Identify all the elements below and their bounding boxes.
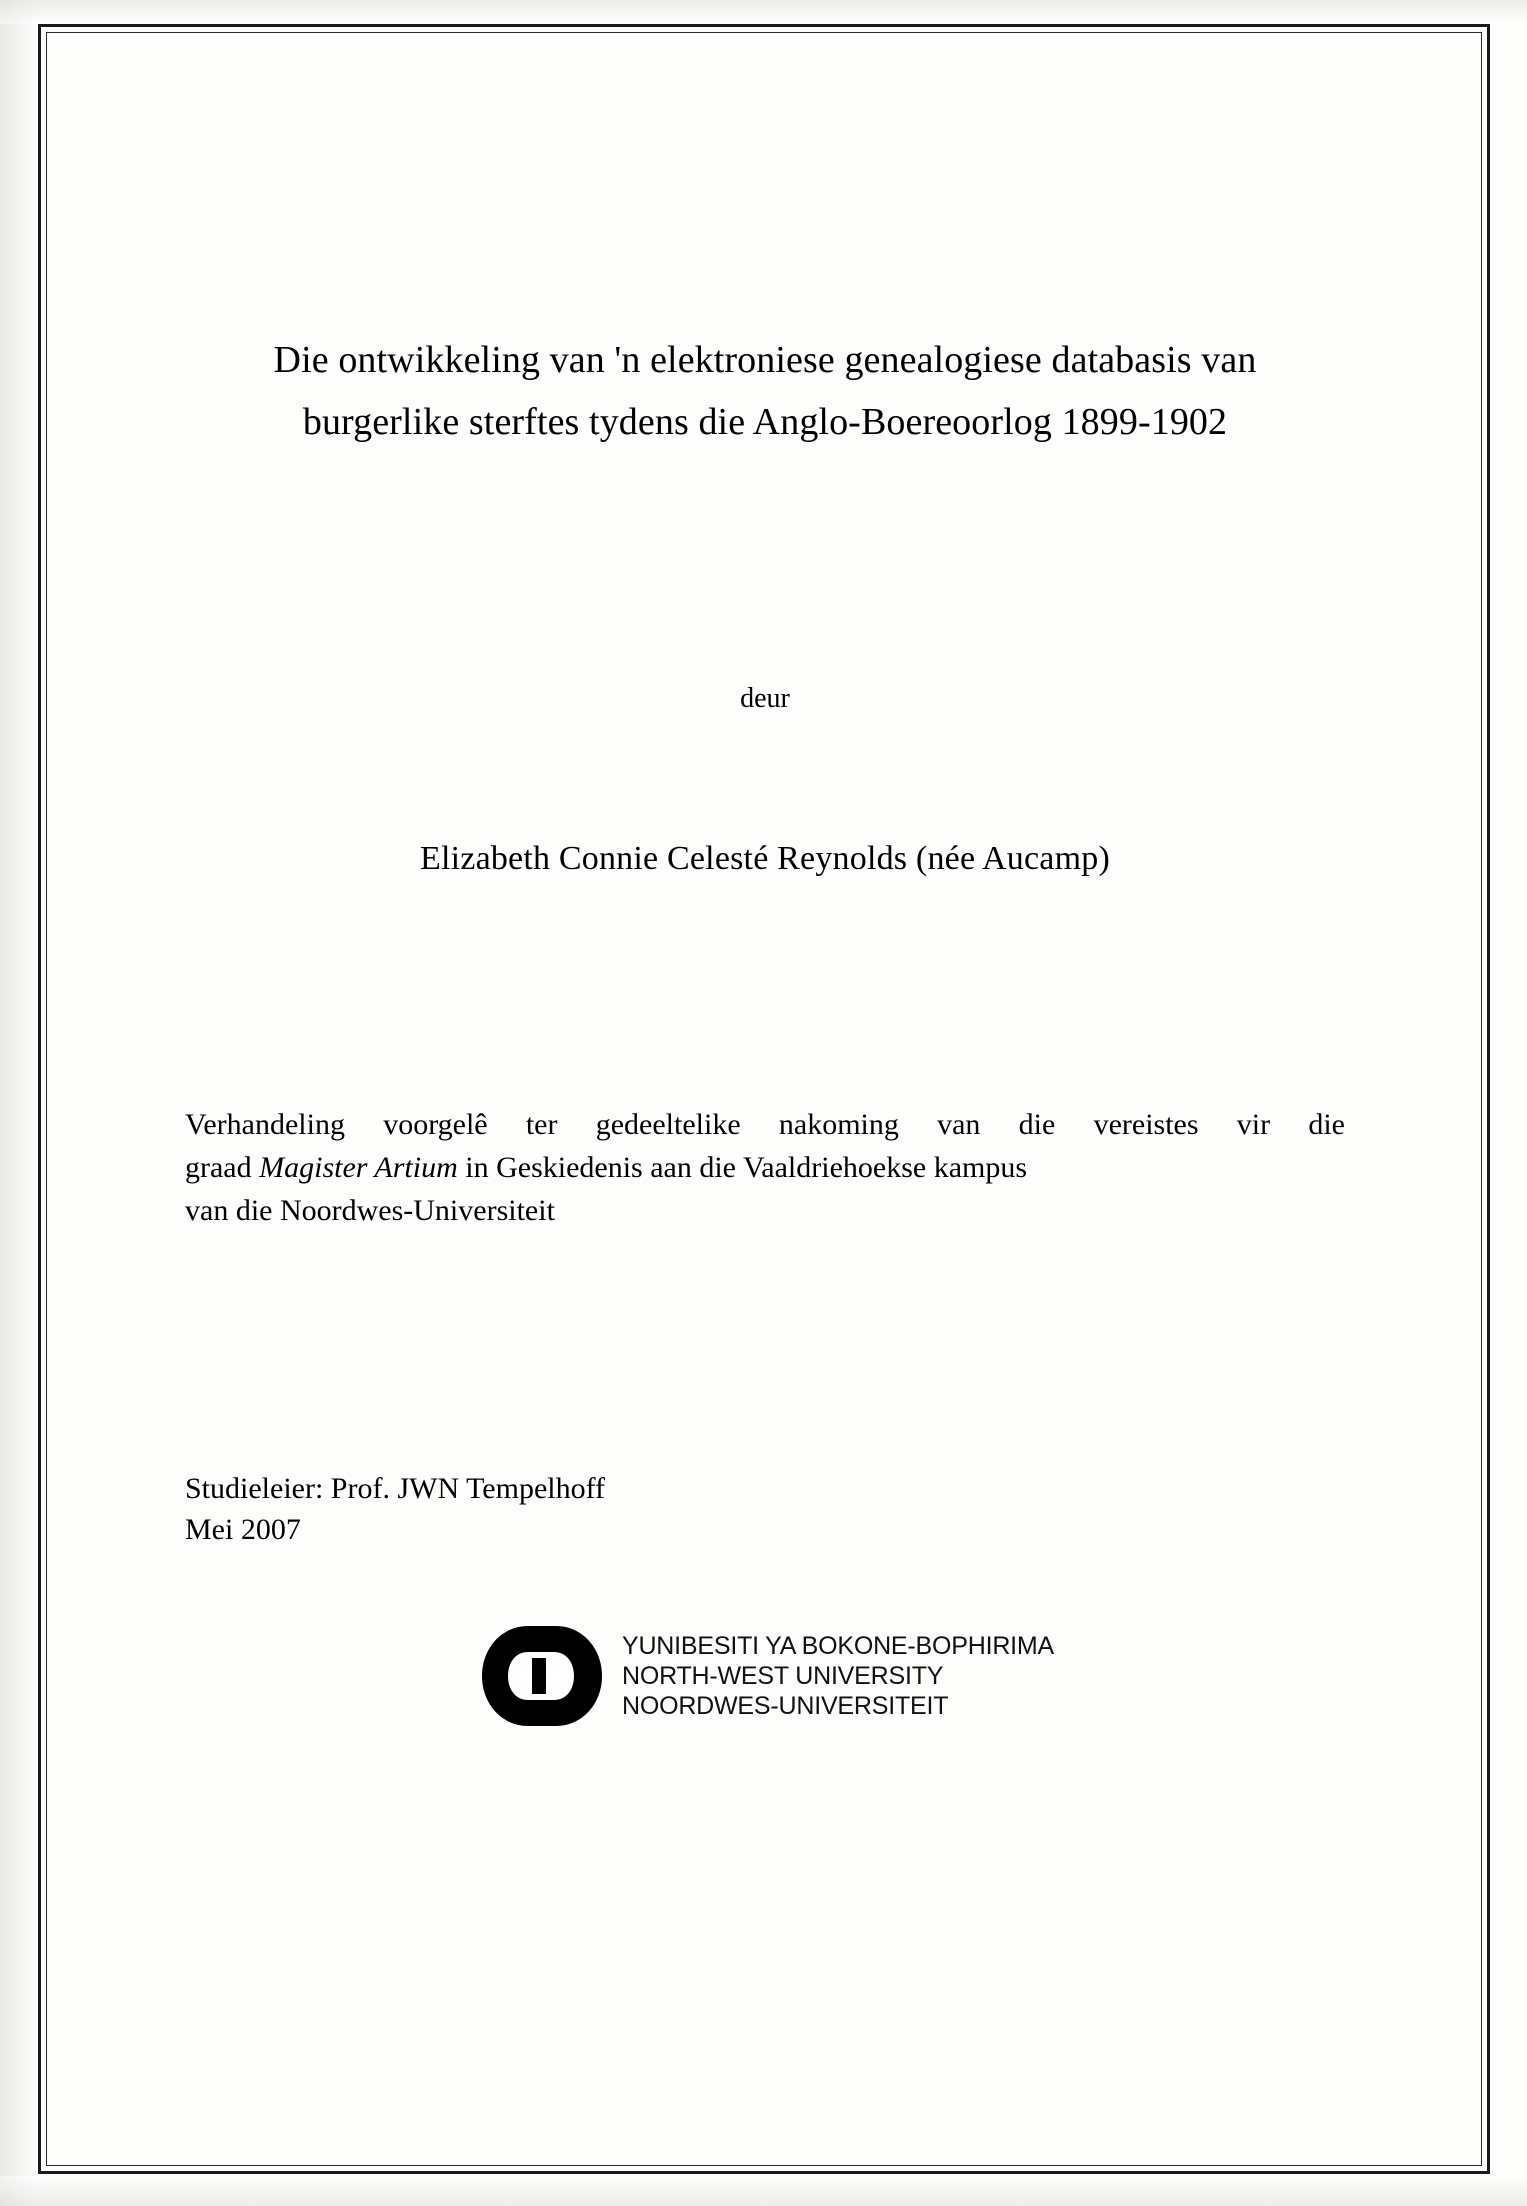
degree-name: Magister Artium bbox=[259, 1151, 458, 1185]
page-edge-shadow-bottom bbox=[0, 2176, 1527, 2206]
university-logo-text bbox=[622, 1631, 1054, 1721]
page-edge-shadow-top bbox=[0, 0, 1527, 24]
university-logo bbox=[185, 1622, 1345, 1730]
north-west-university-logo-icon bbox=[476, 1622, 608, 1730]
logo-text-line-3: NOORDWES-UNIVERSITEIT bbox=[621, 1692, 949, 1721]
supervisor-line: Studieleier: Prof. JWN Tempelhoff bbox=[185, 1471, 606, 1505]
degree-statement-line-2 bbox=[185, 1146, 1345, 1189]
logo-text-line-2: NORTH-WEST UNIVERSITY bbox=[621, 1662, 944, 1691]
degree-statement-line-2-suffix: in Geskiedenis aan die Vaaldriehoekse kampus bbox=[457, 1151, 1028, 1185]
page-title bbox=[185, 330, 1345, 453]
logo-text-line-1: YUNIBESITI YA BOKONE-BOPHIRIMA bbox=[621, 1632, 1055, 1661]
degree-statement-line-1: Verhandeling voorgelê ter gedeeltelike nakoming van die vereistes vir die bbox=[185, 1108, 1345, 1142]
title-line-1: Die ontwikkeling van 'n elektroniese genealogiese databasis van bbox=[273, 339, 1257, 381]
author-name: Elizabeth Connie Celesté Reynolds (née Aucamp) bbox=[420, 840, 1110, 878]
title-page-content bbox=[185, 330, 1345, 1730]
by-label: deur bbox=[740, 683, 790, 715]
degree-statement-line-2-prefix: graad bbox=[185, 1151, 260, 1185]
degree-statement-line-3: van die Noordwes-Universiteit bbox=[185, 1194, 555, 1228]
page-edge-shadow-left bbox=[0, 0, 38, 2206]
date-line: Mei 2007 bbox=[185, 1513, 301, 1547]
title-line-2: burgerlike sterftes tydens die Anglo-Boereoorlog 1899-1902 bbox=[302, 400, 1228, 443]
supervisor-block bbox=[185, 1468, 1345, 1551]
degree-statement bbox=[185, 1103, 1345, 1233]
